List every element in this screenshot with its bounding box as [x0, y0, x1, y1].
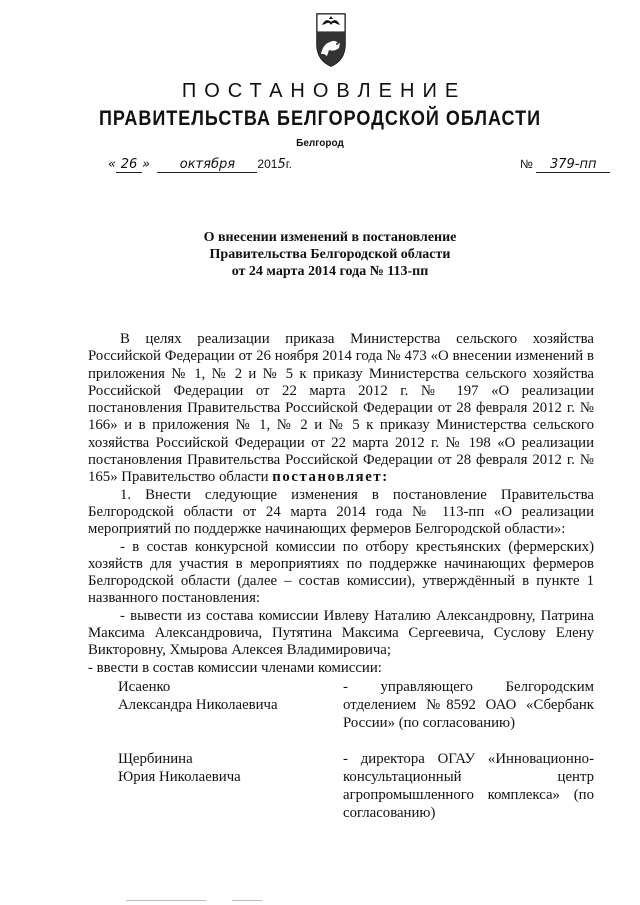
preamble-paragraph: [88, 331, 594, 487]
date-close-quote: »: [142, 157, 151, 172]
belgorod-coat-of-arms-icon: [312, 10, 350, 68]
member-role: - директора ОГАУ «Инновационно-консультационный центр агропромышленного комплекса» (по согласованию): [343, 751, 594, 821]
document-type-title: ПОСТАНОВЛЕНИЕ: [181, 80, 467, 102]
member-given-names: Юрия Николаевича: [118, 769, 241, 785]
date-open-quote: «: [108, 157, 117, 172]
resolves-keyword: постановляет:: [272, 469, 389, 486]
scan-artifact: [232, 900, 262, 901]
remove-members-paragraph: - вывести из состава комиссии Ивлеву Наталию Александровну, Патрина Максима Александровича, Путятина Максима Сергеевича, Суслову Елену Викторовну, Хмырова Алексея Владимировича;: [88, 607, 594, 659]
date-month: октября: [157, 157, 257, 173]
heading-line-1: О внесении изменений в постановление: [203, 230, 457, 245]
date-field: [108, 157, 292, 173]
add-members-paragraph: - ввести в состав комиссии членами комиссии:: [88, 659, 382, 676]
member-role: - управляющего Белгородским отделением №8592 ОАО «Сбербанк России» (по согласованию): [343, 679, 594, 731]
issuing-authority: ПРАВИТЕЛЬСТВА БЕЛГОРОДСКОЙ ОБЛАСТИ: [98, 105, 542, 130]
document-body: [88, 331, 594, 677]
document-heading: [120, 229, 540, 280]
document-number: 379-пп: [536, 157, 610, 173]
number-label: №: [520, 157, 533, 171]
city-label: Белгород: [296, 138, 344, 149]
preamble-text: В целях реализации приказа Министерства сельского хозяйства Российской Федерации от 26 ноября 2014 года № 473 «О внесении изменений в приложения № 1, № 2 и № 5 к приказу Министерства сельского хозяйства Российской Федерации от 22 марта 2012 г. № 197 «О реализации постановления Правительства Российской Федерации от 28 февраля 2012 г. № 166» и в приложения № 1, № 2 и № 5 к приказу Министерства сельского хозяйства Российской Федерации от 22 марта 2012 г. № 198 «О реализации постановления Правительства Российской Федерации от 28 февраля 2012 г. № 165» Правительство области: [88, 331, 594, 486]
member-given-names: Александра Николаевича: [118, 697, 278, 713]
heading-line-3: от 24 марта 2014 года № 113-пп: [231, 264, 429, 279]
date-year-digit: 5: [277, 157, 286, 172]
commission-paragraph: - в состав конкурсной комиссии по отбору крестьянских (фермерских) хозяйств для участия в мероприятиях по поддержке начинающих фермеров Белгородской области (далее – состав комиссии), утверждённый в пункте 1 названного постановления:: [88, 538, 594, 607]
member-surname: Щербинина: [118, 751, 193, 767]
clause-1-paragraph: 1. Внести следующие изменения в постановление Правительства Белгородской области от 24 марта 2014 года № 113-пп «О реализации мероприятий по поддержке начинающих фермеров Белгородской области»:: [88, 486, 594, 538]
member-surname: Исаенко: [118, 679, 171, 695]
heading-line-2: Правительства Белгородской области: [209, 247, 451, 262]
date-year-prefix: 201: [257, 157, 278, 171]
date-day: 26: [116, 157, 142, 173]
scan-artifact: [126, 900, 206, 901]
member-name: [118, 678, 318, 714]
document-number-field: [520, 157, 610, 173]
date-year-suffix: г.: [285, 157, 292, 171]
member-name: [118, 750, 318, 786]
